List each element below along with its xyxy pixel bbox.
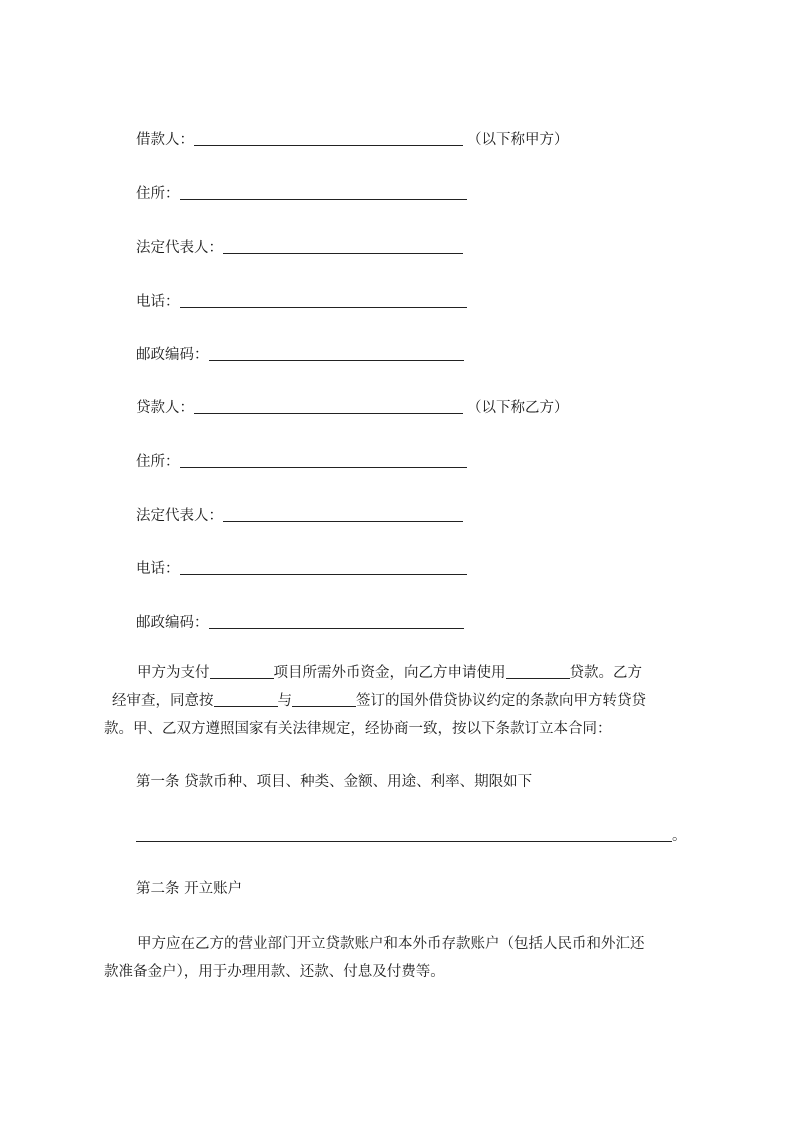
lender-name-label: 贷款人： bbox=[136, 400, 194, 416]
lender-address-field[interactable] bbox=[180, 453, 467, 468]
lender-phone-field[interactable] bbox=[180, 560, 467, 575]
preamble-text: 甲方为支付 bbox=[137, 665, 210, 681]
preamble-text: 签订的国外借贷协议约定的条款向甲方转贷贷 bbox=[356, 693, 646, 709]
preamble-text: 款。甲、乙双方遵照国家有关法律规定，经协商一致，按以下条款订立本合同： bbox=[104, 721, 612, 737]
preamble-line-2 bbox=[104, 687, 714, 715]
preamble-line-3 bbox=[104, 715, 714, 743]
agreement-party-b-field[interactable] bbox=[292, 692, 356, 707]
article-1-title: 第一条 贷款币种、项目、种类、金额、用途、利率、期限如下 bbox=[136, 774, 533, 790]
borrower-name-line bbox=[136, 130, 569, 150]
article-1-fill-line bbox=[136, 826, 687, 846]
preamble-text: 项目所需外币资金，向乙方申请使用 bbox=[273, 665, 506, 681]
borrower-legal-rep-label: 法定代表人： bbox=[136, 240, 223, 256]
article-2-line-2: 款准备金户），用于办理用款、还款、付息及付费等。 bbox=[104, 964, 445, 980]
preamble-text: 与 bbox=[277, 693, 292, 709]
preamble-line-1 bbox=[104, 659, 714, 687]
loan-details-field[interactable] bbox=[136, 827, 672, 842]
lender-legal-rep-line bbox=[136, 506, 463, 526]
preamble-text: 经审查，同意按 bbox=[112, 693, 214, 709]
borrower-name-field[interactable] bbox=[194, 131, 463, 146]
borrower-postcode-line bbox=[136, 345, 464, 365]
borrower-postcode-field[interactable] bbox=[209, 346, 464, 361]
article-2-body bbox=[104, 930, 714, 986]
agreement-party-a-field[interactable] bbox=[214, 692, 278, 707]
borrower-phone-line bbox=[136, 292, 467, 312]
borrower-legal-rep-line bbox=[136, 238, 463, 258]
lender-address-label: 住所： bbox=[136, 454, 180, 470]
borrower-address-field[interactable] bbox=[180, 185, 467, 200]
borrower-postcode-label: 邮政编码： bbox=[136, 347, 209, 363]
lender-name-suffix: （以下称乙方） bbox=[467, 400, 569, 416]
lender-postcode-label: 邮政编码： bbox=[136, 615, 209, 631]
article-1-end-mark: 。 bbox=[672, 828, 687, 844]
lender-phone-line bbox=[136, 559, 467, 579]
lender-name-line bbox=[136, 398, 569, 418]
borrower-phone-label: 电话： bbox=[136, 294, 180, 310]
borrower-name-suffix: （以下称甲方） bbox=[467, 132, 569, 148]
lender-legal-rep-label: 法定代表人： bbox=[136, 508, 223, 524]
lender-postcode-line bbox=[136, 613, 464, 633]
lender-address-line bbox=[136, 452, 467, 472]
borrower-address-line bbox=[136, 184, 467, 204]
borrower-name-label: 借款人： bbox=[136, 132, 194, 148]
project-name-field[interactable] bbox=[210, 664, 274, 679]
borrower-phone-field[interactable] bbox=[180, 293, 467, 308]
lender-legal-rep-field[interactable] bbox=[223, 507, 463, 522]
article-2-title: 第二条 开立账户 bbox=[136, 881, 243, 897]
loan-type-field[interactable] bbox=[506, 664, 570, 679]
lender-phone-label: 电话： bbox=[136, 561, 180, 577]
preamble-text: 贷款。乙方 bbox=[569, 665, 642, 681]
preamble-paragraph bbox=[104, 659, 714, 743]
lender-postcode-field[interactable] bbox=[209, 614, 464, 629]
lender-name-field[interactable] bbox=[194, 399, 463, 414]
article-2-line-1: 甲方应在乙方的营业部门开立贷款账户和本外币存款账户（包括人民币和外汇还 bbox=[137, 936, 645, 952]
borrower-address-label: 住所： bbox=[136, 186, 180, 202]
borrower-legal-rep-field[interactable] bbox=[223, 239, 463, 254]
